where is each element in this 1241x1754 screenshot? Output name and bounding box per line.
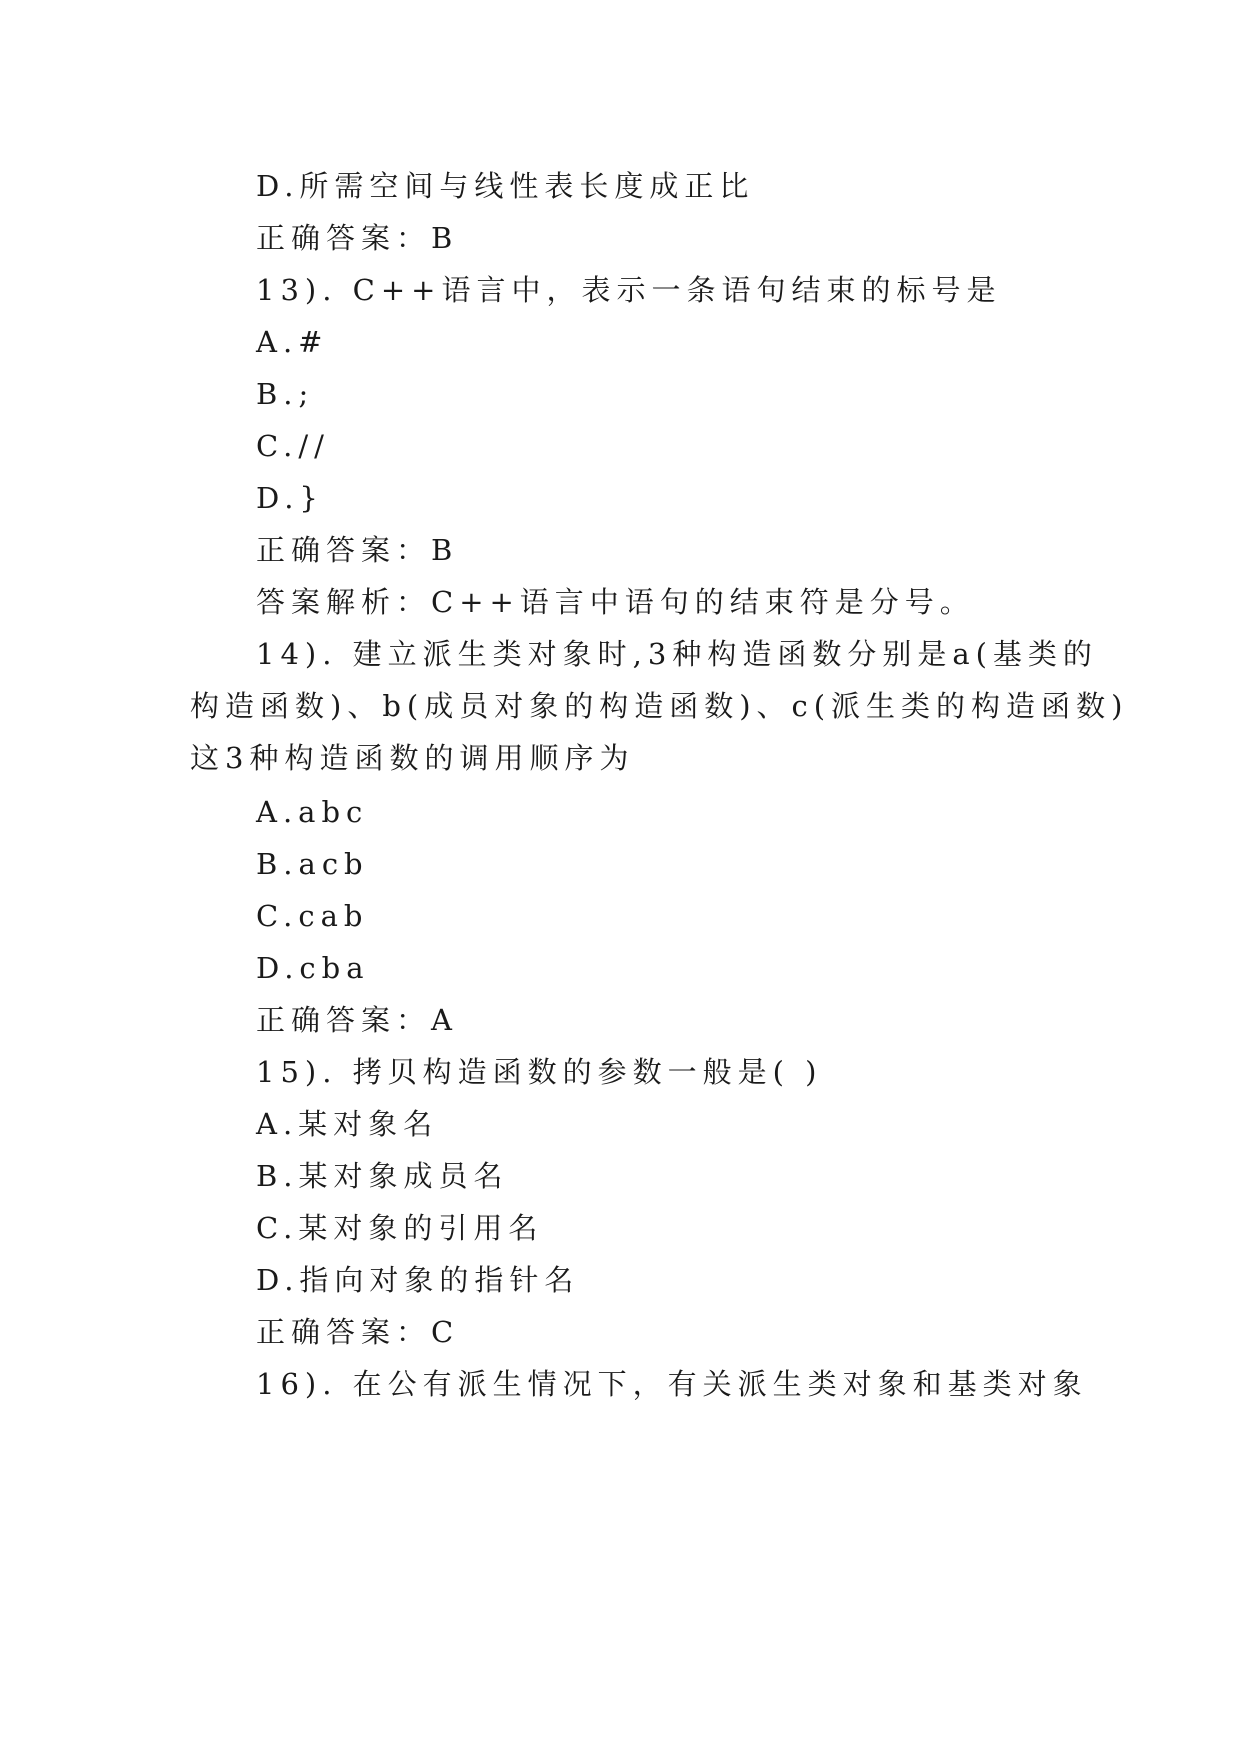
q15-question: 15). 拷贝构造函数的参数一般是( ) [256, 1055, 823, 1089]
q13-option-a: A.# [256, 325, 329, 359]
q13-answer: 正确答案：B [256, 533, 459, 567]
q15-option-c: C.某对象的引用名 [256, 1211, 544, 1245]
q14-answer: 正确答案：A [256, 1003, 458, 1037]
q14-option-c: C.cab [256, 899, 369, 933]
q14-option-b: B.acb [256, 847, 369, 881]
q14-option-a: A.abc [256, 795, 369, 829]
q12-answer: 正确答案：B [256, 221, 459, 255]
q15-option-b: B.某对象成员名 [256, 1159, 509, 1193]
q14-question-line-3: 这3种构造函数的调用顺序为 [190, 741, 635, 775]
q13-option-c: C.// [256, 429, 330, 463]
q16-question: 16). 在公有派生情况下，有关派生类对象和基类对象 [256, 1367, 1088, 1401]
q15-answer: 正确答案：C [256, 1315, 460, 1349]
q15-option-a: A.某对象名 [256, 1107, 439, 1141]
q13-question: 13). C++语言中，表示一条语句结束的标号是 [256, 273, 1002, 307]
q14-option-d: D.cba [256, 951, 370, 985]
q14-question-line-2: 构造函数)、b(成员对象的构造函数)、c(派生类的构造函数) [190, 689, 1129, 723]
q13-option-b: B.; [256, 377, 315, 411]
q12-option-d: D.所需空间与线性表长度成正比 [256, 169, 755, 203]
q13-explanation: 答案解析：C++语言中语句的结束符是分号。 [256, 585, 975, 619]
q15-option-d: D.指向对象的指针名 [256, 1263, 580, 1297]
q14-question-line-1: 14). 建立派生类对象时,3种构造函数分别是a(基类的 [256, 637, 1098, 671]
q13-option-d: D.} [256, 481, 324, 515]
